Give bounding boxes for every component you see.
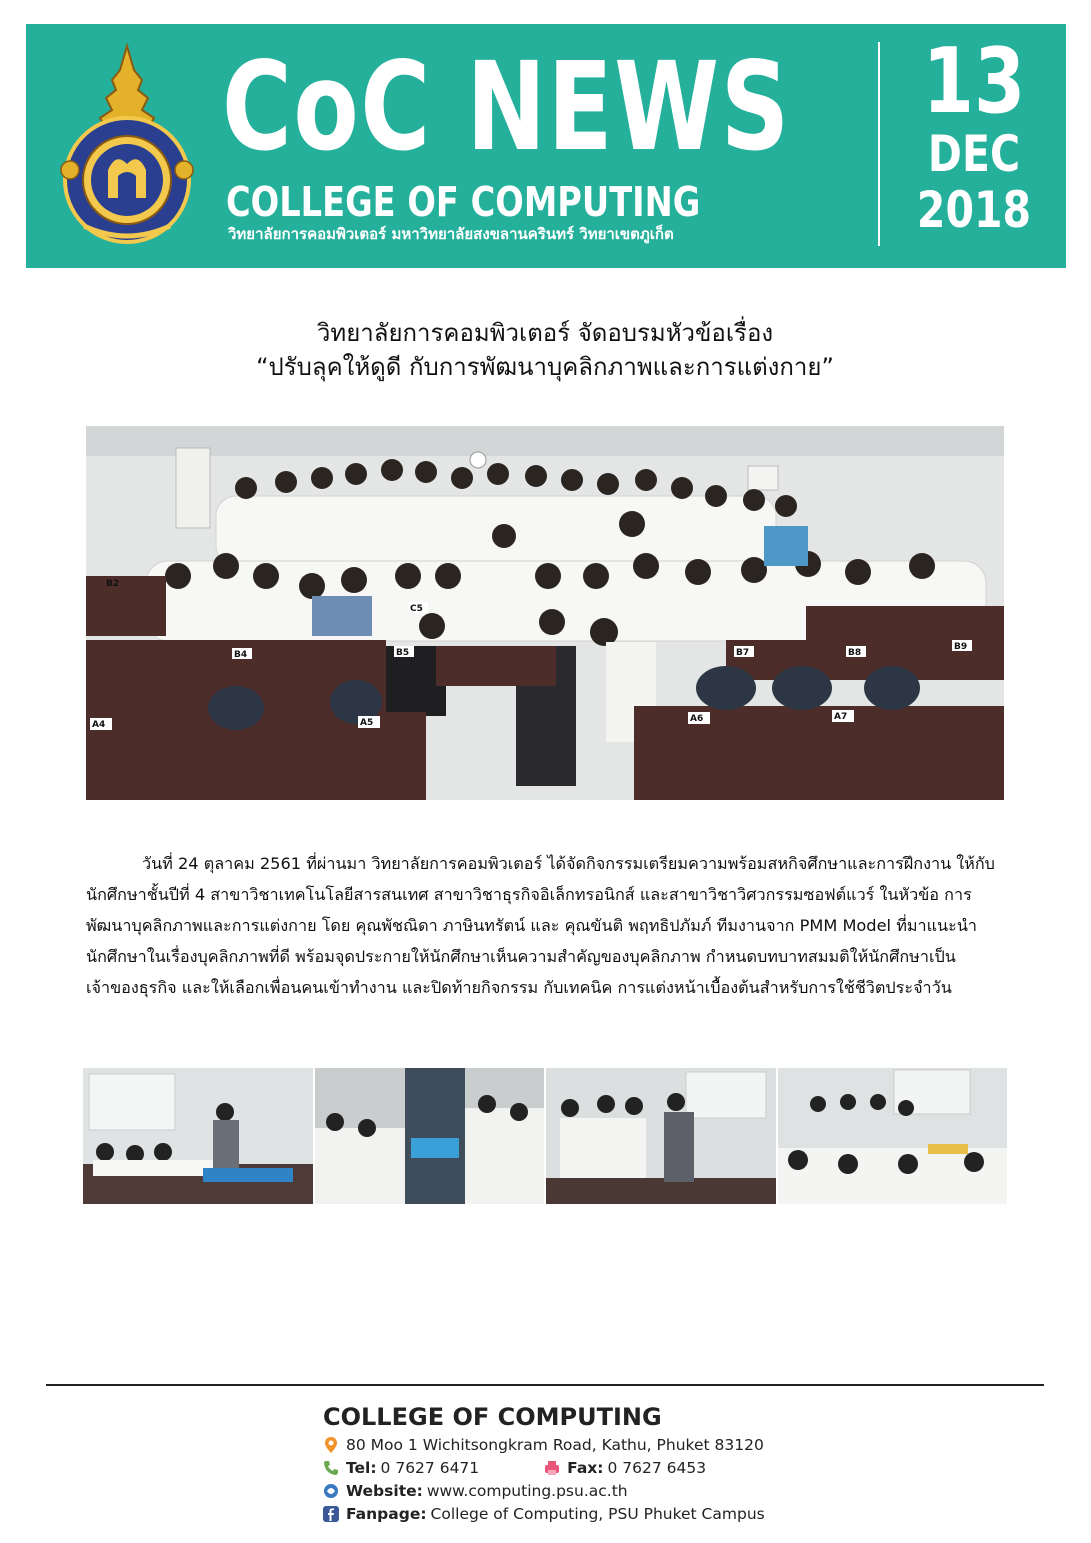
desk-label: B2	[106, 579, 120, 589]
issue-date-year: 2018	[916, 181, 1032, 239]
desk-label: B7	[736, 648, 750, 658]
thumbnail-photo	[83, 1068, 313, 1204]
desk-label: B9	[954, 642, 968, 652]
website-url[interactable]: www.computing.psu.ac.th	[426, 1482, 628, 1500]
thumbnail-photo	[546, 1068, 776, 1204]
fax-label: Fax:	[567, 1459, 604, 1477]
fanpage-name[interactable]: College of Computing, PSU Phuket Campus	[430, 1505, 765, 1523]
thumbnail-photo	[778, 1068, 1008, 1204]
location-pin-icon	[322, 1436, 340, 1454]
issue-date-month: DEC	[927, 125, 1021, 183]
desk-label: B4	[234, 650, 248, 660]
website-label: Website:	[346, 1482, 423, 1500]
fanpage-label: Fanpage:	[346, 1505, 427, 1523]
footer-college-name: COLLEGE OF COMPUTING	[323, 1403, 662, 1431]
web-icon	[322, 1482, 340, 1500]
tel-label: Tel:	[346, 1459, 377, 1477]
footer-contact-row	[322, 1456, 706, 1480]
group-photo	[86, 426, 1004, 800]
photo-strip	[83, 1068, 1007, 1204]
college-name: COLLEGE OF COMPUTING	[226, 178, 701, 226]
thumbnail-photo	[315, 1068, 545, 1204]
desk-label: A4	[92, 720, 106, 730]
header-divider	[878, 42, 880, 246]
headline-line-2: “ปรับลุคให้ดูดี กับการพัฒนาบุคลิกภาพและการแต่งกาย”	[256, 353, 834, 381]
footer-divider	[46, 1384, 1044, 1386]
headline-line-1: วิทยาลัยการคอมพิวเตอร์ จัดอบรมหัวข้อเรื่อง	[316, 319, 774, 347]
desk-label: A7	[834, 712, 848, 722]
masthead	[26, 24, 1066, 268]
fax-number: 0 7627 6453	[607, 1459, 707, 1477]
footer-fanpage-row	[322, 1502, 765, 1526]
footer-website-row	[322, 1479, 628, 1503]
newsletter-title: CoC NEWS	[222, 36, 791, 178]
desk-label: C5	[410, 604, 423, 614]
article-headline	[90, 316, 1000, 384]
facebook-icon	[322, 1505, 340, 1523]
issue-date-day: 13	[922, 29, 1026, 134]
phone-icon	[322, 1459, 340, 1477]
footer-address: 80 Moo 1 Wichitsongkram Road, Kathu, Phuket 83120	[346, 1436, 764, 1454]
desk-label: A6	[690, 714, 704, 724]
university-seal	[50, 40, 204, 252]
article-body: วันที่ 24 ตุลาคม 2561 ที่ผ่านมา วิทยาลัยการคอมพิวเตอร์ ได้จัดกิจกรรมเตรียมความพร้อมสหกิจศึกษาและการฝึกงาน ให้กับนักศึกษาชั้นปีที่ 4 สาขาวิชาเทคโนโลยีสารสนเทศ สาขาวิชาธุรกิจอิเล็กทรอนิกส์ และสาขาวิชาวิศวกรรมซอฟต์แวร์ ในหัวข้อ การพัฒนาบุคลิกภาพและการแต่งกาย โดย คุณพัชณิดา ภาษินทรัตน์ และ คุณขันติ พฤทธิปภัมภ์ ทีมงานจาก PMM Model ที่มาแนะนำนักศึกษาในเรื่องบุคลิกภาพที่ดี พร้อมจุดประกายให้นักศึกษาเห็นความสำคัญของบุคลิกภาพ กำหนดบทบาทสมมติให้นักศึกษาเป็นเจ้าของธุรกิจ และให้เลือกเพื่อนคนเข้าทำงาน และปิดท้ายกิจกรรม กับเทคนิค การแต่งหน้าเบื้องต้นสำหรับการใช้ชีวิตประจำวัน	[86, 854, 995, 997]
college-name-thai: วิทยาลัยการคอมพิวเตอร์ มหาวิทยาลัยสงขลานครินทร์ วิทยาเขตภูเก็ต	[228, 225, 674, 243]
fax-icon	[543, 1459, 561, 1477]
tel-number: 0 7627 6471	[380, 1459, 480, 1477]
footer-address-row	[322, 1433, 764, 1457]
desk-label: B8	[848, 648, 862, 658]
desk-label: B5	[396, 648, 410, 658]
desk-label: A5	[360, 718, 374, 728]
